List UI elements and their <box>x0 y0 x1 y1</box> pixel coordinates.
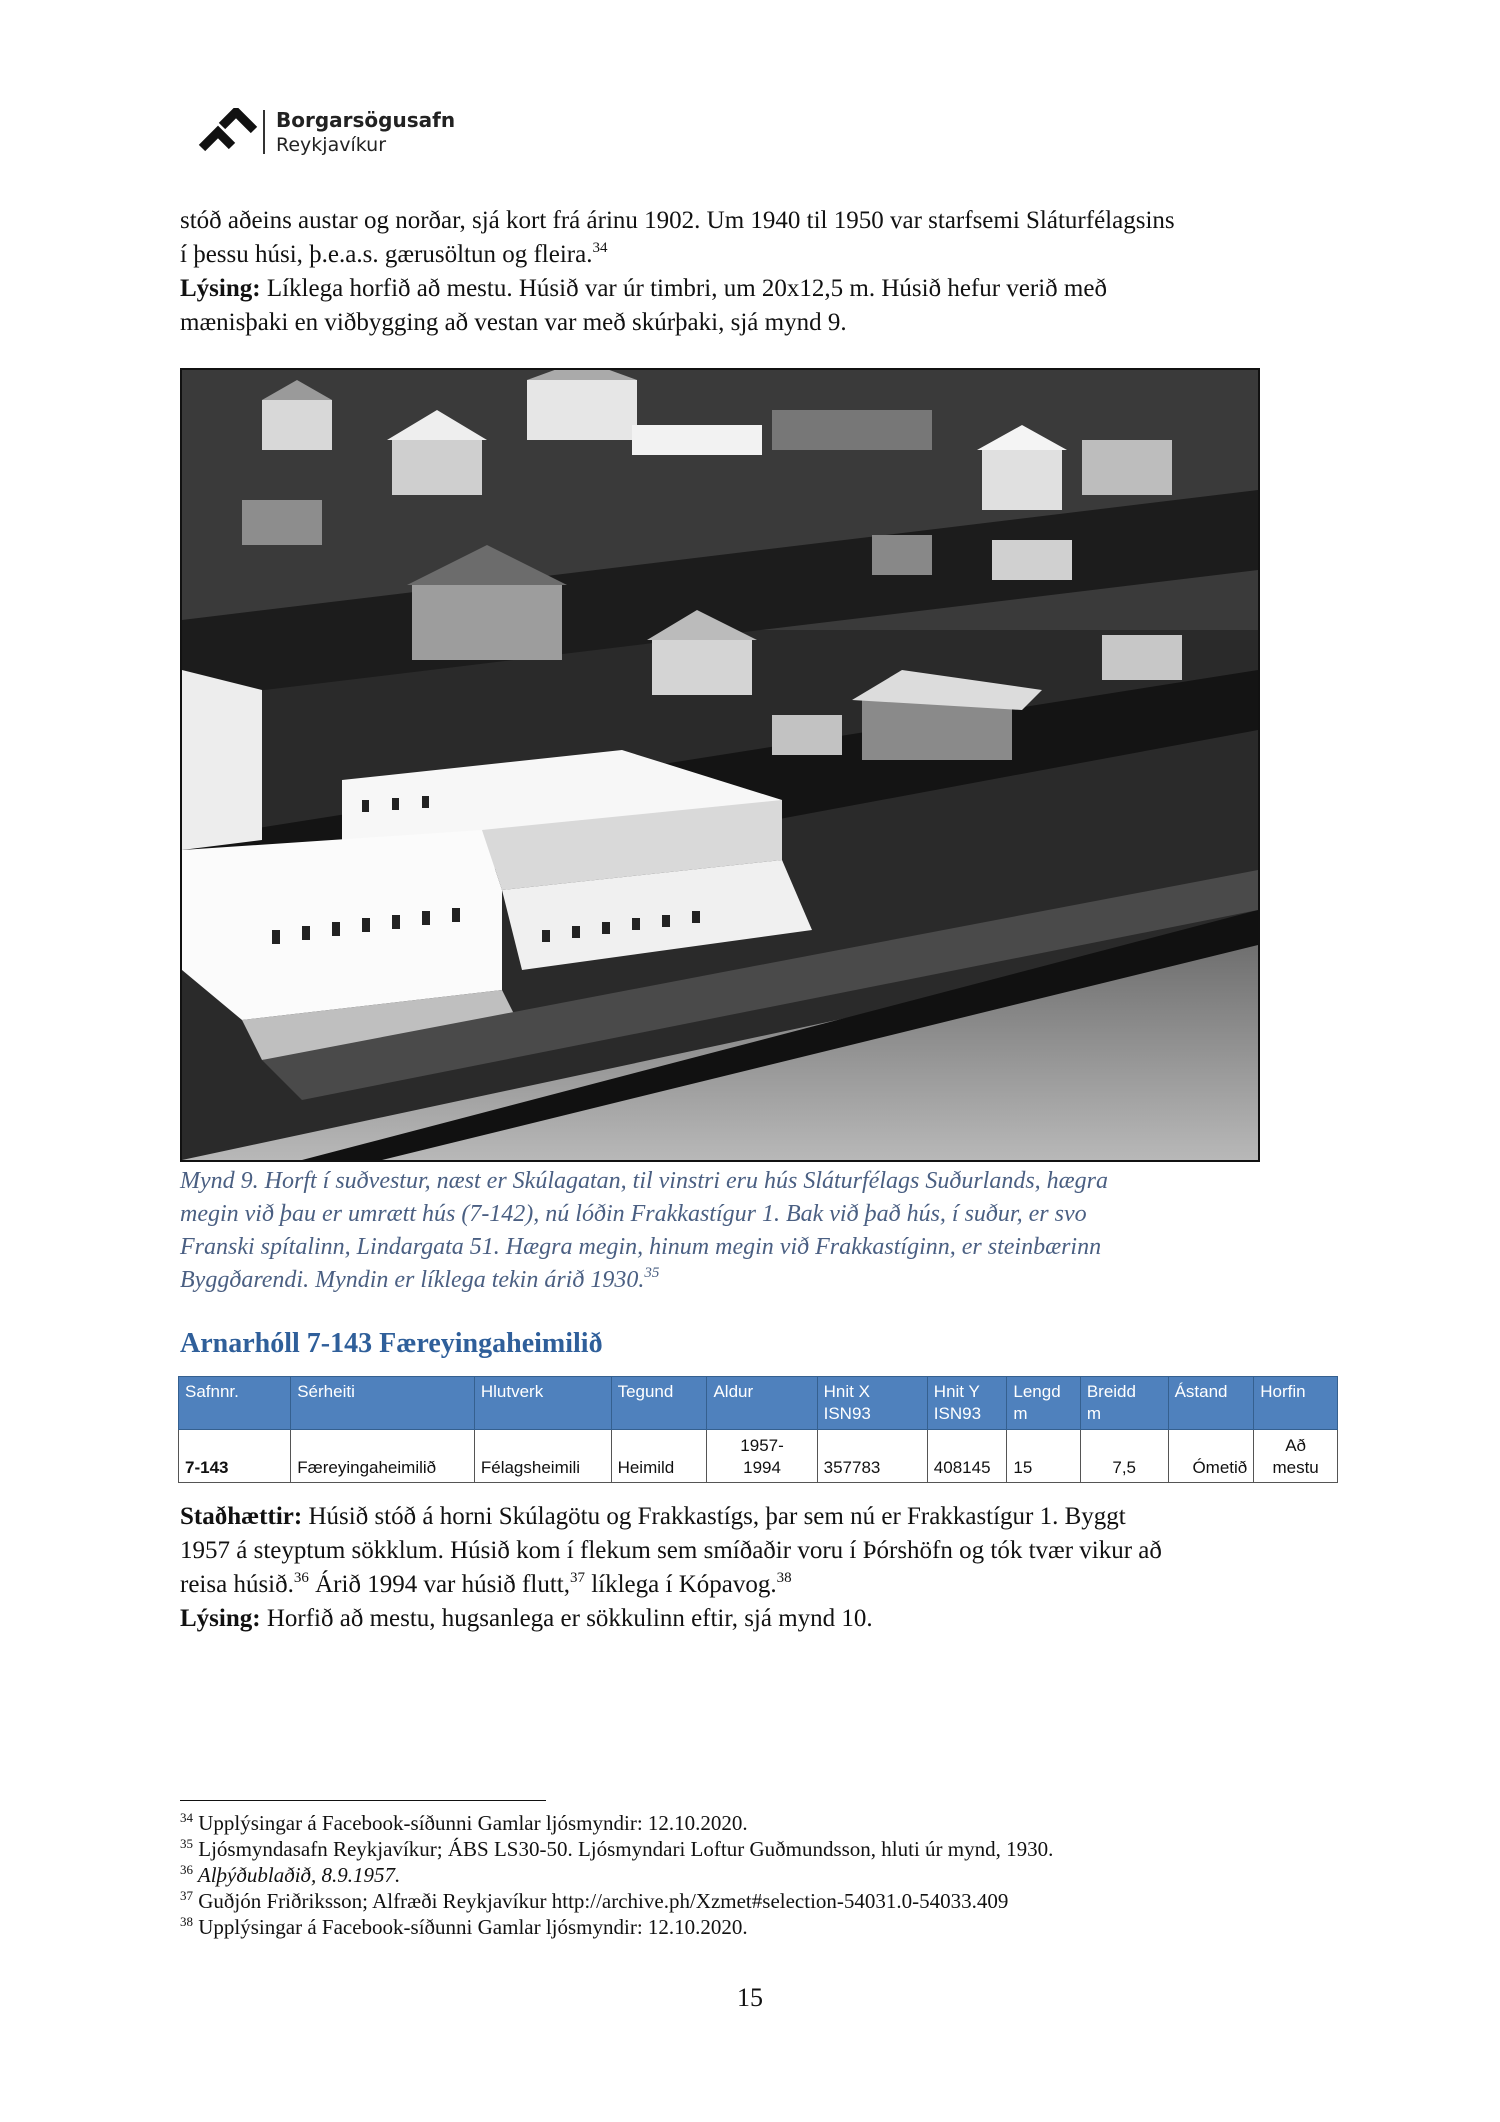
cell-tegund: Heimild <box>611 1430 707 1483</box>
table-header-cell: Hnit Y ISN93 <box>927 1377 1007 1430</box>
intro-line: stóð aðeins austar og norðar, sjá kort frá árinu 1902. Um 1940 til 1950 var starfsemi Sláturfélagsins <box>180 207 1175 234</box>
cell-hnit-y: 408145 <box>927 1430 1007 1483</box>
lysing-line: mænisþaki en viðbygging að vestan var með skúrþaki, sjá mynd 9. <box>180 309 847 336</box>
lysing-label: Lýsing: <box>180 275 261 302</box>
table-row <box>179 1430 1338 1483</box>
registry-table <box>178 1376 1338 1483</box>
footnote-ref: 34 <box>592 240 608 256</box>
cell-aldur: 1957- 1994 <box>707 1430 817 1483</box>
cell-serheiti: Færeyingaheimilið <box>291 1430 475 1483</box>
cell-horfin: Að mestu <box>1254 1430 1338 1483</box>
footnote: $^{37}$ Guðjón Friðriksson; Alfræði Reykjavíkur http://archive.ph/Xzmet#selection-54031.0-54033.409 <box>180 1888 1009 1913</box>
table-header-cell: Ástand <box>1168 1377 1254 1430</box>
logo-org-city: Reykjavíkur <box>276 134 387 156</box>
historic-aerial-photo <box>180 368 1260 1162</box>
table-header-cell: Lengd m <box>1007 1377 1080 1430</box>
caption-line: Mynd 9. Horft í suðvestur, næst er Skúlagatan, til vinstri eru hús Sláturfélags Suðurlands, hægra <box>180 1168 1109 1194</box>
cell-hnit-x: 357783 <box>817 1430 927 1483</box>
table-header-cell: Horfin <box>1254 1377 1338 1430</box>
table-header-cell: Breidd m <box>1080 1377 1168 1430</box>
footnote-separator <box>180 1800 546 1801</box>
cell-breidd: 7,5 <box>1080 1430 1168 1483</box>
table-header-cell: Tegund <box>611 1377 707 1430</box>
footnote: $^{34}$ Upplýsingar á Facebook-síðunni Gamlar ljósmyndir: 12.10.2020. <box>180 1810 748 1835</box>
table-header-cell: Safnnr. <box>179 1377 291 1430</box>
cell-lengd: 15 <box>1007 1430 1080 1483</box>
cell-astand: Ómetið <box>1168 1430 1254 1483</box>
logo-org-name: Borgarsögusafn <box>276 108 456 132</box>
footnote-ref: 38 <box>776 1570 792 1586</box>
footnote: $^{38}$ Upplýsingar á Facebook-síðunni Gamlar ljósmyndir: 12.10.2020. <box>180 1914 748 1939</box>
caption-line: megin við þau er umrætt hús (7-142), nú lóðin Frakkastígur 1. Bak við það hús, í suður, er svo <box>180 1201 1087 1227</box>
footnote-ref: 37 <box>569 1570 585 1586</box>
table-header-row <box>179 1377 1338 1430</box>
lysing-line: Lýsing: Líklega horfið að mestu. Húsið var úr timbri, um 20x12,5 m. Húsið hefur verið með <box>180 275 1107 302</box>
lysing-label: Lýsing: <box>180 1605 261 1632</box>
stadhaettir-line: 1957 á steyptum sökklum. Húsið kom í flekum sem smíðaðir voru í Þórshöfn og tók tvær vikur að <box>180 1537 1162 1564</box>
footnote: $^{36}$ Alþýðublaðið, 8.9.1957. <box>180 1862 401 1887</box>
museum-logo <box>196 106 516 158</box>
table-header-cell: Aldur <box>707 1377 817 1430</box>
footnote-ref: 35 <box>644 1265 660 1281</box>
photo-drawing <box>182 370 1258 1160</box>
cell-hlutverk: Félagsheimili <box>474 1430 611 1483</box>
stadhaettir-label: Staðhættir: <box>180 1503 303 1530</box>
intro-paragraph <box>180 204 1320 340</box>
museum-logo-icon <box>196 108 260 158</box>
intro-line: í þessu húsi, þ.e.a.s. gærusöltun og fleira.$^{34}$ <box>180 240 608 268</box>
figure-caption <box>180 1165 1310 1297</box>
caption-line: Byggðarendi. Myndin er líklega tekin árið 1930.35 <box>180 1265 660 1293</box>
footnote: $^{35}$ Ljósmyndasafn Reykjavíkur; ÁBS LS30-50. Ljósmyndari Loftur Guðmundsson, hluti úr mynd, 1930. <box>180 1836 1054 1861</box>
cell-safnnr: 7-143 <box>179 1430 291 1483</box>
table-header-cell: Hnit X ISN93 <box>817 1377 927 1430</box>
footnote-ref: 36 <box>293 1570 309 1586</box>
caption-line: Franski spítalinn, Lindargata 51. Hægra megin, hinum megin við Frakkastíginn, er steinbærinn <box>180 1234 1102 1260</box>
stadhaettir-line: Staðhættir: Húsið stóð á horni Skúlagötu og Frakkastígs, þar sem nú er Frakkastígur 1. Byggt <box>180 1503 1126 1530</box>
stadhaettir-line: reisa húsið.$^{36}$ Árið 1994 var húsið flutt,$^{37}$ líklega í Kópavog.$^{38}$ <box>180 1570 792 1598</box>
stadhaettir-paragraph <box>180 1500 1320 1636</box>
table-header-cell: Sérheiti <box>291 1377 475 1430</box>
table-header-cell: Hlutverk <box>474 1377 611 1430</box>
section-heading: Arnarhóll 7-143 Færeyingaheimilið <box>180 1328 603 1359</box>
page-number: 15 <box>737 1983 763 2012</box>
logo-divider <box>263 110 265 154</box>
lysing-line: Lýsing: Horfið að mestu, hugsanlega er sökkulinn eftir, sjá mynd 10. <box>180 1605 873 1632</box>
